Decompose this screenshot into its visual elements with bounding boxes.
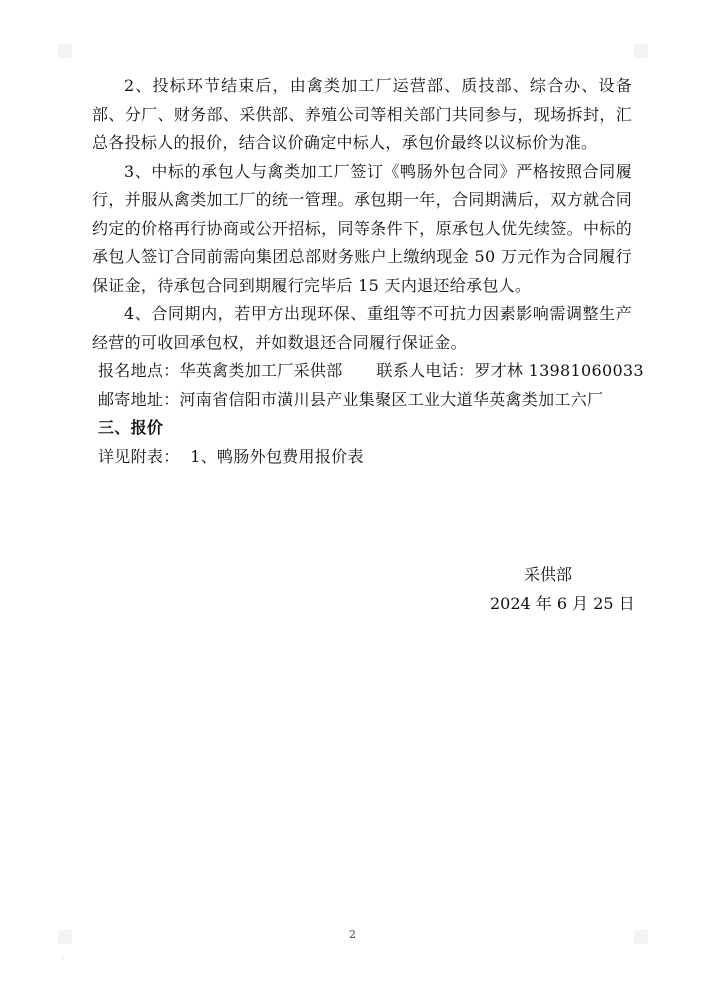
paragraph-force-majeure: 4、合同期内，若甲方出现环保、重组等不可抗力因素影响需调整生产经营的可收回承包权，并如数退还合同履行保证金。 [92, 304, 632, 352]
page-speck: . [62, 954, 64, 961]
signature-date: 2024 年 6 月 25 日 [490, 594, 635, 613]
mailing-address: 邮寄地址：河南省信阳市潢川县产业集聚区工业大道华英禽类加工六厂 [98, 389, 604, 409]
section-heading-quotation: 三、报价 [98, 418, 164, 437]
document-body [92, 72, 644, 471]
page-number: 2 [349, 928, 356, 941]
registration-line [92, 357, 644, 386]
page-corner-mark [58, 44, 72, 58]
paragraph-bidding-process: 2、投标环节结束后，由禽类加工厂运营部、质技部、综合办、设备部、分厂、财务部、采供部、养殖公司等相关部门共同参与，现场拆封，汇总各投标人的报价，结合议价确定中标人，承包价最终以议标价为准。 [92, 76, 632, 152]
registration-location: 报名地点：华英禽类加工厂采供部 [98, 361, 343, 380]
attachment-reference: 详见附表： 1、鸭肠外包费用报价表 [98, 446, 364, 466]
registration-contact: 联系人电话：罗才林 13981060033 [376, 361, 644, 380]
signature-department: 采供部 [524, 565, 573, 584]
paragraph-contract-terms: 3、中标的承包人与禽类加工厂签订《鸭肠外包合同》严格按照合同履行，并服从禽类加工厂的统一管理。承包期一年，合同期满后，双方就合同约定的价格再行协商或公开招标，同等条件下，原承包人优先续签。中标的承包人签订合同前需向集团总部财务账户上缴纳现金 50 万元作为合同履行保证金，待承包合同到期履行完毕后 15 天内退还给承包人。 [92, 161, 632, 295]
page-corner-mark [634, 44, 648, 58]
